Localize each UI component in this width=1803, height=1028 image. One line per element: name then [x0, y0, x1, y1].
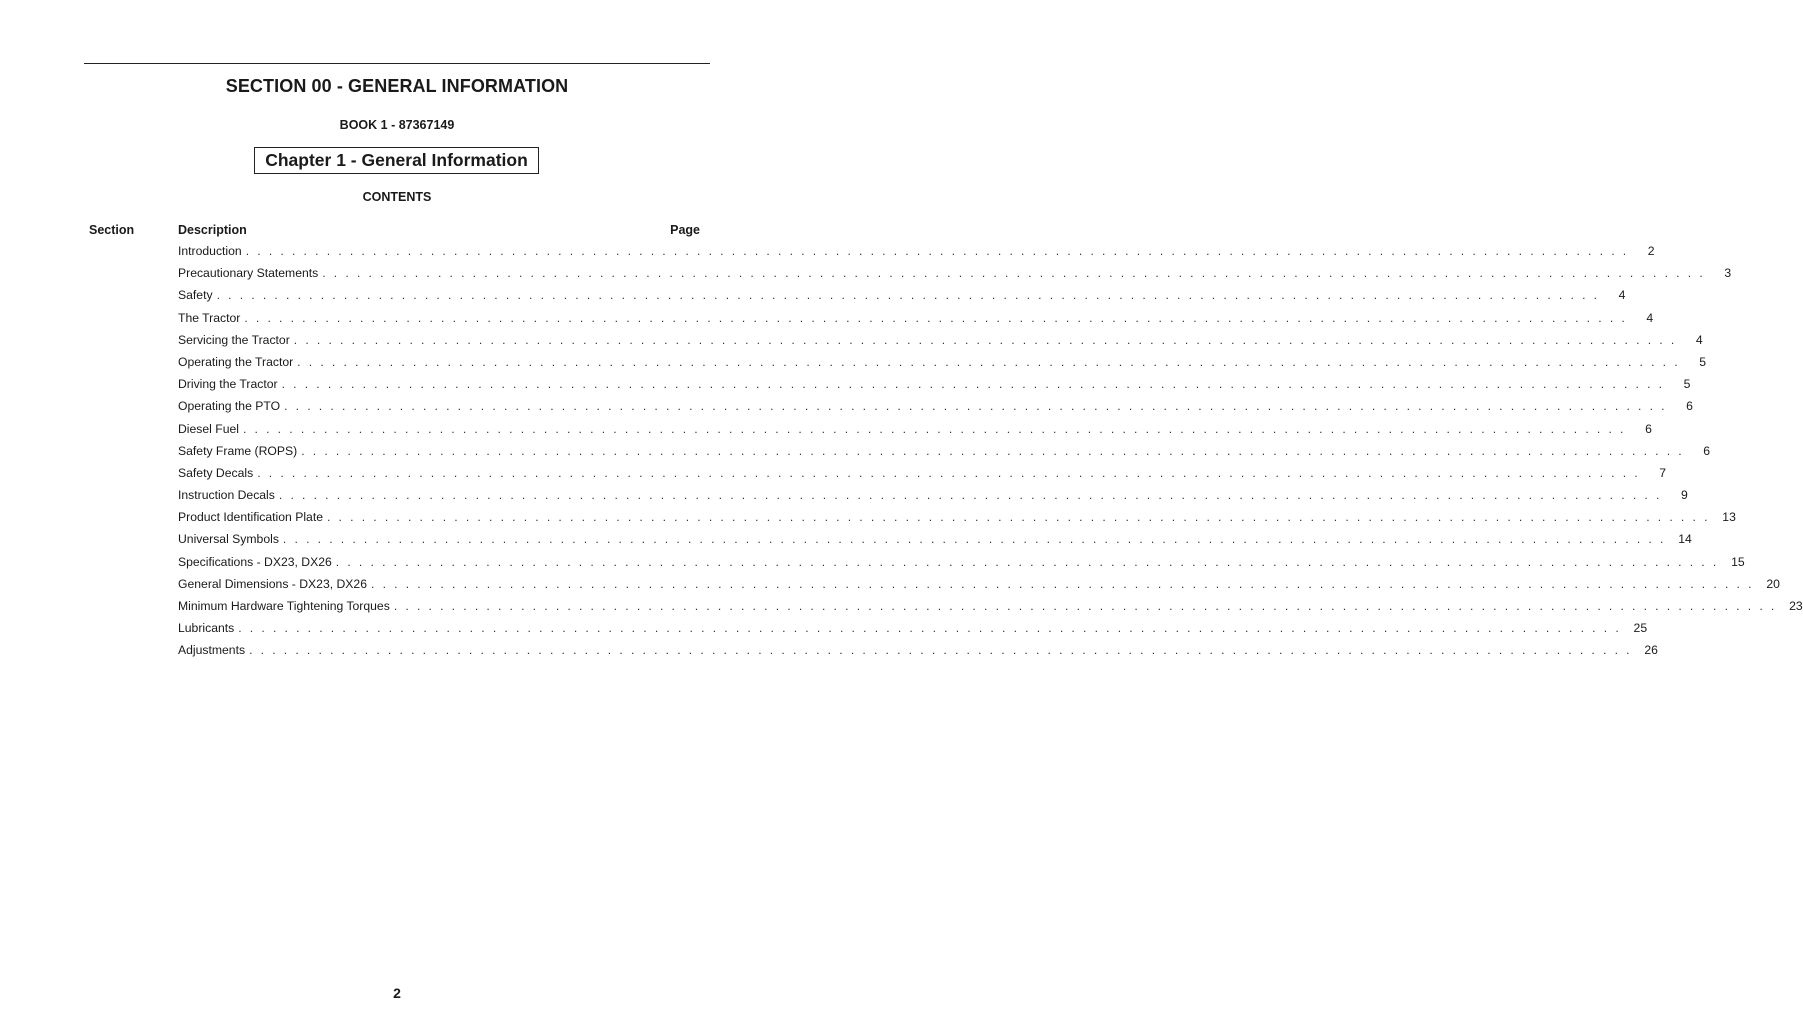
dot-leader: . . . . . . . . . . . . . . . . . . . . . . . . . . . . . . . . . . . . . . . . . . . . . . . . . . . . . . . . . . . . . . . . . . . . . . . . . . . . . . . . . . . . . . . . . . . . . . . . . . . . . . . . . . . . . . . . . . . . . . . . [216, 288, 1600, 303]
dot-leader: . . . . . . . . . . . . . . . . . . . . . . . . . . . . . . . . . . . . . . . . . . . . . . . . . . . . . . . . . . . . . . . . . . . . . . . . . . . . . . . . . . . . . . . . . . . . . . . . . . . . . . . . . . . . . . . . . . . . . . . . [322, 266, 1706, 281]
contents-heading: CONTENTS [362, 190, 432, 204]
toc-entry-page: 5 [1683, 377, 1691, 392]
dot-leader: . . . . . . . . . . . . . . . . . . . . . . . . . . . . . . . . . . . . . . . . . . . . . . . . . . . . . . . . . . . . . . . . . . . . . . . . . . . . . . . . . . . . . . . . . . . . . . . . . . . . . . . . . . . . . . . . . . . . . . . . [393, 599, 1777, 613]
chapter-title: Chapter 1 - General Information [254, 147, 539, 174]
dot-leader: . . . . . . . . . . . . . . . . . . . . . . . . . . . . . . . . . . . . . . . . . . . . . . . . . . . . . . . . . . . . . . . . . . . . . . . . . . . . . . . . . . . . . . . . . . . . . . . . . . . . . . . . . . . . . . . . . . . . . . . . [281, 377, 1665, 392]
toc-entry[interactable] [178, 532, 1692, 554]
toc-entry[interactable] [178, 443, 1711, 466]
toc-entry-page: 6 [1686, 399, 1693, 414]
toc-entry[interactable] [178, 288, 1626, 310]
toc-entry[interactable] [178, 643, 1658, 665]
toc-entry[interactable] [178, 310, 1654, 333]
toc-entry-title: Product Identification Plate [178, 510, 323, 525]
toc-entry-title: Lubricants [178, 621, 235, 636]
dot-leader: . . . . . . . . . . . . . . . . . . . . . . . . . . . . . . . . . . . . . . . . . . . . . . . . . . . . . . . . . . . . . . . . . . . . . . . . . . . . . . . . . . . . . . . . . . . . . . . . . . . . . . . . . . . . . . . . . . . . . . . . [245, 244, 1629, 258]
toc-entry-page: 14 [1678, 532, 1692, 547]
toc-entry-title: Introduction [178, 244, 242, 258]
dot-leader: . . . . . . . . . . . . . . . . . . . . . . . . . . . . . . . . . . . . . . . . . . . . . . . . . . . . . . . . . . . . . . . . . . . . . . . . . . . . . . . . . . . . . . . . . . . . . . . . . . . . . . . . . . . . . . . . . . . . . . . . [238, 621, 1622, 636]
toc-entry-page: 6 [1645, 421, 1652, 436]
toc-entry-page: 25 [1633, 621, 1648, 636]
toc-entry-title: Operating the Tractor [178, 354, 294, 369]
page-column-header: Page [670, 223, 700, 237]
book-number: BOOK 1 - 87367149 [339, 118, 455, 132]
toc-entry-page: 26 [1644, 643, 1658, 658]
toc-entry-page: 13 [1722, 510, 1736, 525]
toc-entry[interactable] [178, 554, 1745, 577]
dot-leader: . . . . . . . . . . . . . . . . . . . . . . . . . . . . . . . . . . . . . . . . . . . . . . . . . . . . . . . . . . . . . . . . . . . . . . . . . . . . . . . . . . . . . . . . . . . . . . . . . . . . . . . . . . . . . . . . . . . . . . . . [249, 643, 1632, 658]
toc-entry-title: The Tractor [178, 310, 241, 325]
toc-entry[interactable] [178, 488, 1688, 510]
toc-entry-title: Precautionary Statements [178, 266, 319, 281]
dot-leader: . . . . . . . . . . . . . . . . . . . . . . . . . . . . . . . . . . . . . . . . . . . . . . . . . . . . . . . . . . . . . . . . . . . . . . . . . . . . . . . . . . . . . . . . . . . . . . . . . . . . . . . . . . . . . . . . . . . . . . . . [244, 310, 1628, 325]
toc-entry-page: 6 [1703, 443, 1711, 458]
dot-leader: . . . . . . . . . . . . . . . . . . . . . . . . . . . . . . . . . . . . . . . . . . . . . . . . . . . . . . . . . . . . . . . . . . . . . . . . . . . . . . . . . . . . . . . . . . . . . . . . . . . . . . . . . . . . . . . . . . . . . . . . [282, 532, 1666, 547]
toc-entry[interactable] [178, 576, 1780, 599]
dot-leader: . . . . . . . . . . . . . . . . . . . . . . . . . . . . . . . . . . . . . . . . . . . . . . . . . . . . . . . . . . . . . . . . . . . . . . . . . . . . . . . . . . . . . . . . . . . . . . . . . . . . . . . . . . . . . . . . . . . . . . . . [335, 554, 1719, 569]
toc-entry-title: Specifications - DX23, DX26 [178, 554, 332, 569]
toc-entry[interactable] [178, 266, 1732, 288]
toc-entry-page: 3 [1724, 266, 1732, 281]
toc-entry-page: 4 [1695, 332, 1703, 347]
toc-entry[interactable] [178, 421, 1652, 444]
toc-entry-page: 23 [1789, 599, 1803, 613]
toc-entry[interactable] [178, 599, 1803, 621]
toc-entry-title: General Dimensions - DX23, DX26 [178, 576, 367, 591]
dot-leader: . . . . . . . . . . . . . . . . . . . . . . . . . . . . . . . . . . . . . . . . . . . . . . . . . . . . . . . . . . . . . . . . . . . . . . . . . . . . . . . . . . . . . . . . . . . . . . . . . . . . . . . . . . . . . . . . . . . . . . . . [293, 332, 1677, 347]
dot-leader: . . . . . . . . . . . . . . . . . . . . . . . . . . . . . . . . . . . . . . . . . . . . . . . . . . . . . . . . . . . . . . . . . . . . . . . . . . . . . . . . . . . . . . . . . . . . . . . . . . . . . . . . . . . . . . . . . . . . . . . . [371, 576, 1754, 591]
toc-entry-page: 9 [1680, 488, 1688, 503]
toc-entry-title: Instruction Decals [178, 488, 275, 503]
page-number: 2 [393, 985, 401, 1001]
toc-entry-title: Driving the Tractor [178, 377, 278, 392]
section-title: SECTION 00 - GENERAL INFORMATION [225, 76, 569, 96]
toc-entry-page: 4 [1646, 310, 1654, 325]
toc-entry[interactable] [178, 377, 1691, 399]
toc-entry-title: Minimum Hardware Tightening Torques [178, 599, 390, 613]
section-column-header: Section [89, 223, 135, 237]
dot-leader: . . . . . . . . . . . . . . . . . . . . . . . . . . . . . . . . . . . . . . . . . . . . . . . . . . . . . . . . . . . . . . . . . . . . . . . . . . . . . . . . . . . . . . . . . . . . . . . . . . . . . . . . . . . . . . . . . . . . . . . . [278, 488, 1662, 503]
toc-entry-title: Universal Symbols [178, 532, 279, 547]
toc-entry-title: Diesel Fuel [178, 421, 239, 436]
toc-entry-title: Safety Decals [178, 465, 254, 480]
toc-entry-title: Safety Frame (ROPS) [178, 443, 298, 458]
dot-leader: . . . . . . . . . . . . . . . . . . . . . . . . . . . . . . . . . . . . . . . . . . . . . . . . . . . . . . . . . . . . . . . . . . . . . . . . . . . . . . . . . . . . . . . . . . . . . . . . . . . . . . . . . . . . . . . . . . . . . . . . [257, 465, 1641, 480]
toc-entry-title: Safety [178, 288, 213, 303]
toc-entry-page: 20 [1766, 576, 1780, 591]
toc-entry-page: 7 [1659, 465, 1667, 480]
toc-entry[interactable] [178, 399, 1693, 421]
top-rule [84, 63, 710, 64]
toc-entry[interactable] [178, 621, 1648, 643]
dot-leader: . . . . . . . . . . . . . . . . . . . . . . . . . . . . . . . . . . . . . . . . . . . . . . . . . . . . . . . . . . . . . . . . . . . . . . . . . . . . . . . . . . . . . . . . . . . . . . . . . . . . . . . . . . . . . . . . . . . . . . . . [242, 421, 1626, 436]
dot-leader: . . . . . . . . . . . . . . . . . . . . . . . . . . . . . . . . . . . . . . . . . . . . . . . . . . . . . . . . . . . . . . . . . . . . . . . . . . . . . . . . . . . . . . . . . . . . . . . . . . . . . . . . . . . . . . . . . . . . . . . . [297, 354, 1681, 369]
dot-leader: . . . . . . . . . . . . . . . . . . . . . . . . . . . . . . . . . . . . . . . . . . . . . . . . . . . . . . . . . . . . . . . . . . . . . . . . . . . . . . . . . . . . . . . . . . . . . . . . . . . . . . . . . . . . . . . . . . . . . . . . [301, 443, 1685, 458]
toc-entry-title: Adjustments [178, 643, 246, 658]
toc-entry[interactable] [178, 244, 1655, 266]
toc-entry-page: 4 [1618, 288, 1626, 303]
toc-entry-page: 5 [1699, 354, 1707, 369]
toc-entry-page: 2 [1647, 244, 1655, 258]
dot-leader: . . . . . . . . . . . . . . . . . . . . . . . . . . . . . . . . . . . . . . . . . . . . . . . . . . . . . . . . . . . . . . . . . . . . . . . . . . . . . . . . . . . . . . . . . . . . . . . . . . . . . . . . . . . . . . . . . . . . . . . . [284, 399, 1667, 414]
dot-leader: . . . . . . . . . . . . . . . . . . . . . . . . . . . . . . . . . . . . . . . . . . . . . . . . . . . . . . . . . . . . . . . . . . . . . . . . . . . . . . . . . . . . . . . . . . . . . . . . . . . . . . . . . . . . . . . . . . . . . . . . [326, 510, 1710, 525]
description-column-header: Description [178, 223, 247, 237]
toc-entry-title: Operating the PTO [178, 399, 281, 414]
table-of-contents [178, 244, 1803, 666]
toc-entry-title: Servicing the Tractor [178, 332, 290, 347]
toc-entry[interactable] [178, 510, 1736, 532]
toc-entry[interactable] [178, 332, 1703, 355]
toc-entry[interactable] [178, 354, 1707, 377]
toc-entry[interactable] [178, 465, 1667, 488]
toc-entry-page: 15 [1731, 554, 1745, 569]
